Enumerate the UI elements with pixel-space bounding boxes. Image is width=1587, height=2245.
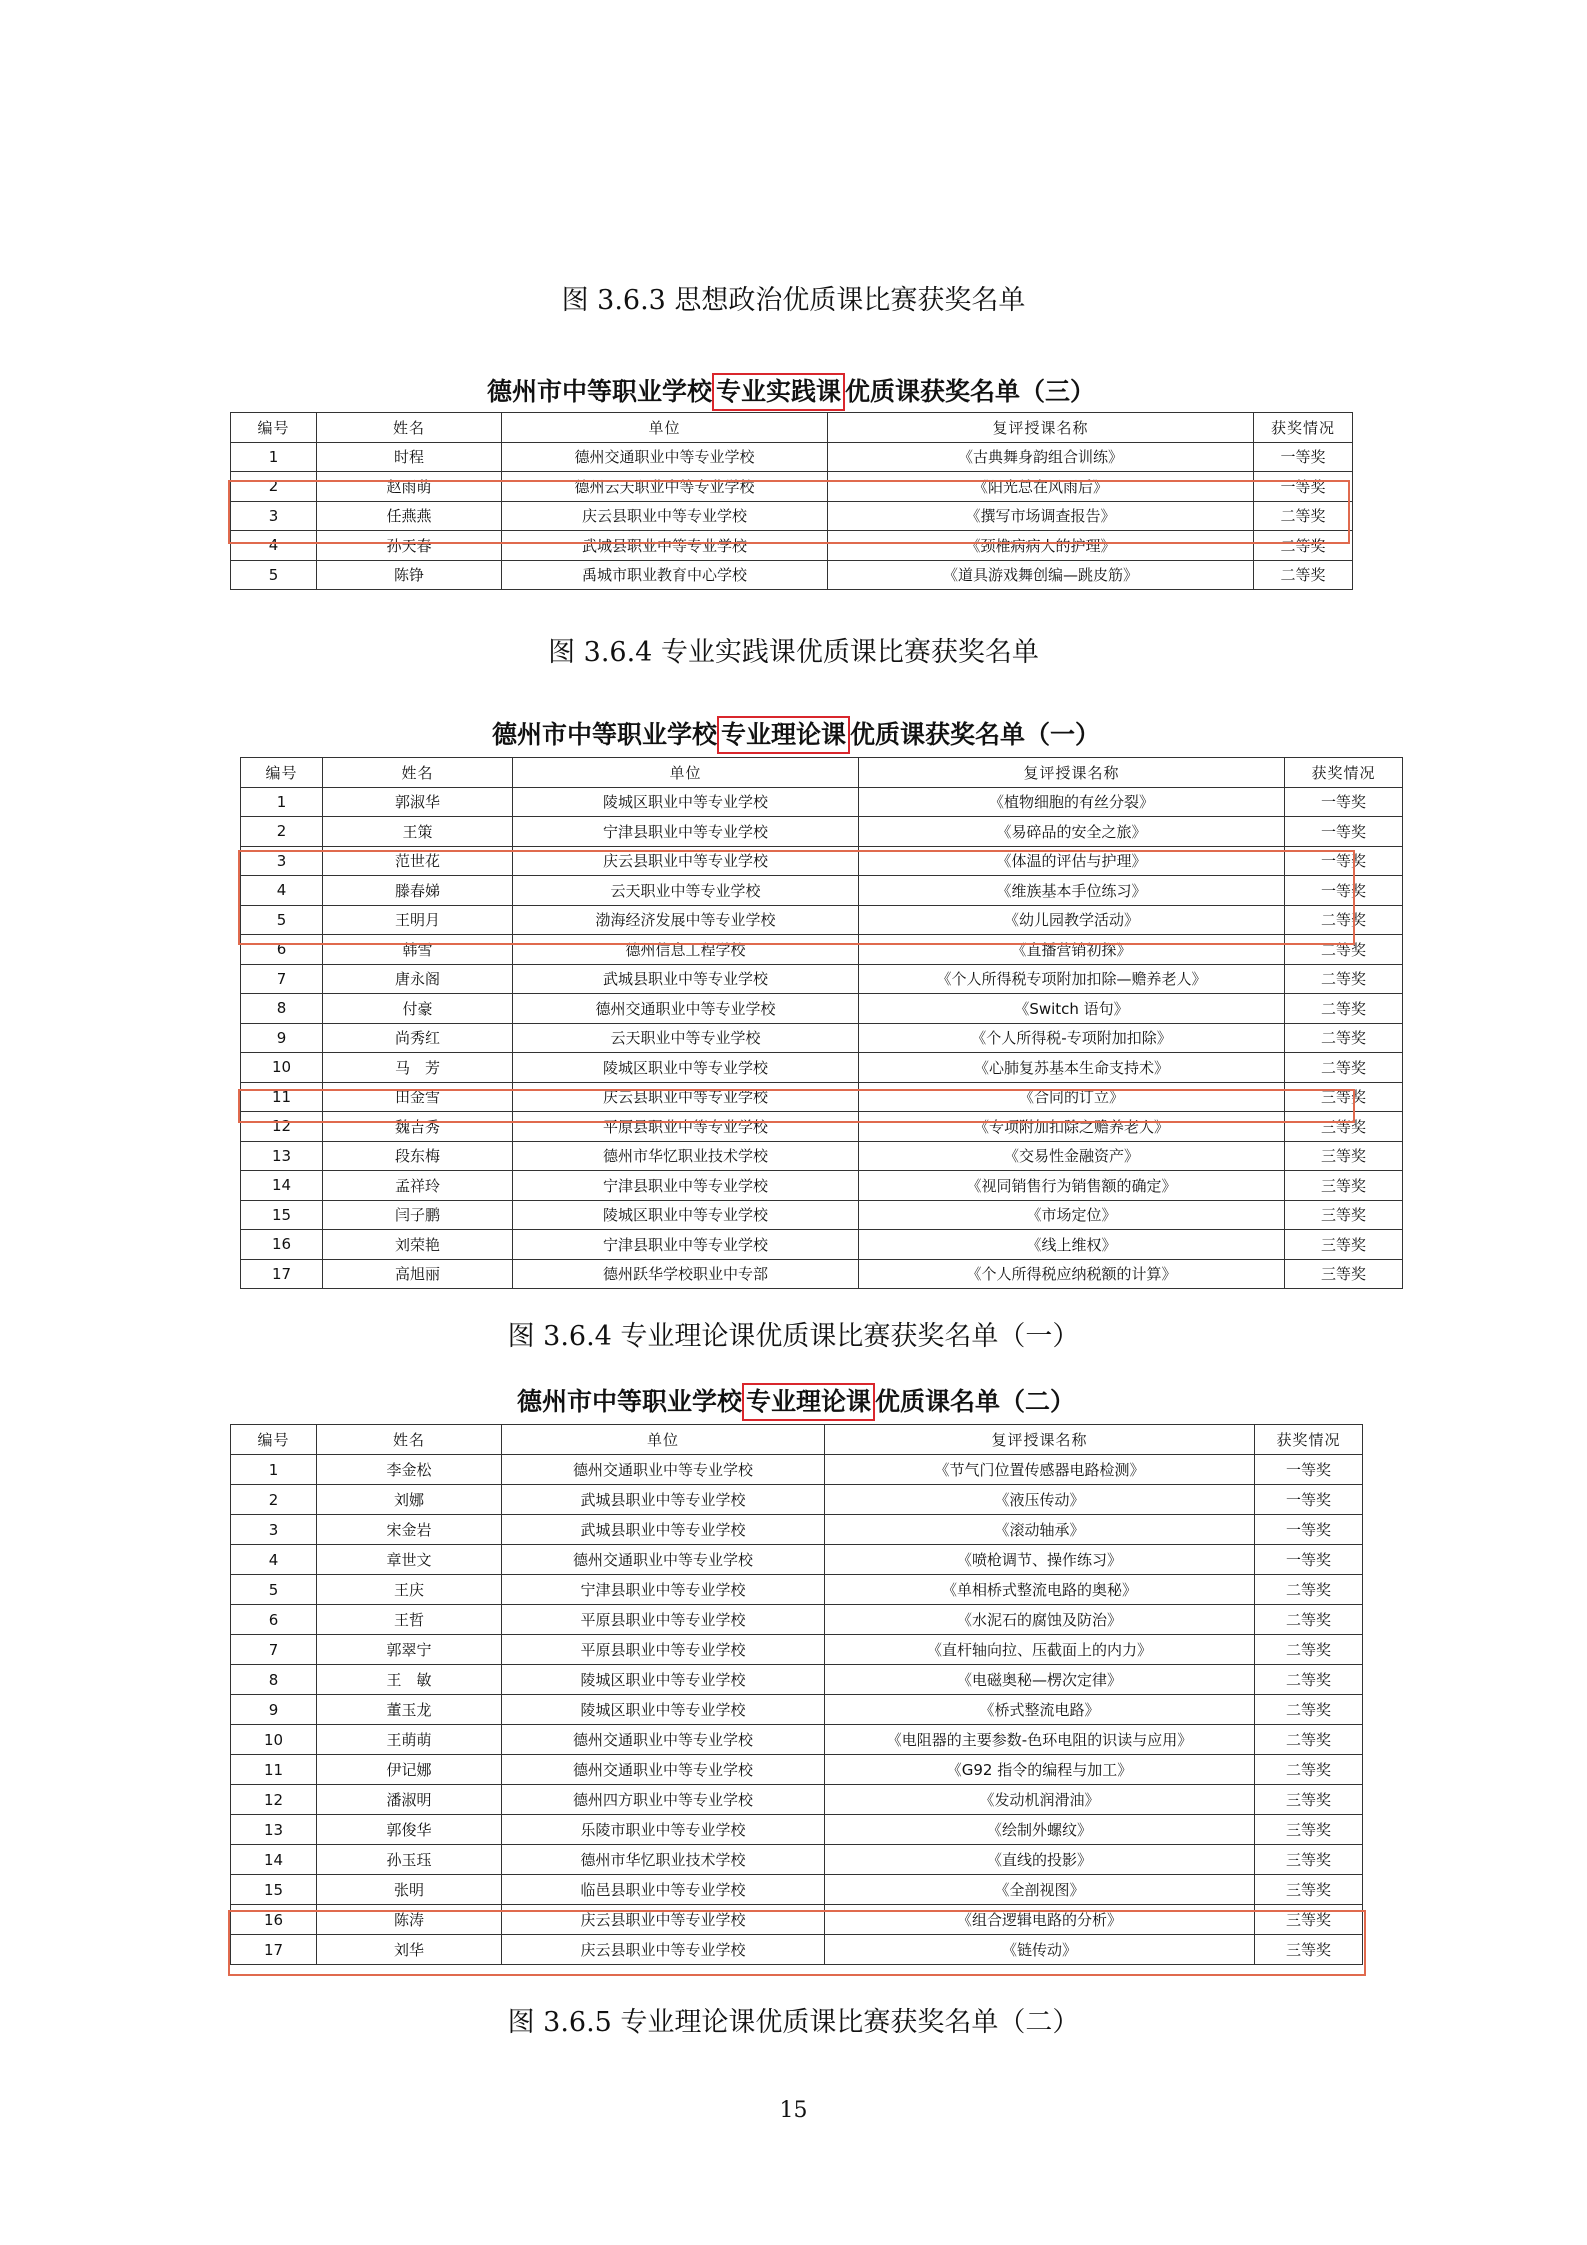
table-title-highlight: 专业理论课 — [717, 716, 850, 754]
school-name: 德州信息工程学校 — [513, 935, 859, 965]
table-title — [230, 1382, 1362, 1424]
row-number: 3 — [231, 501, 317, 531]
school-name: 平原县职业中等专业学校 — [502, 1605, 825, 1635]
row-number: 15 — [231, 1875, 317, 1905]
school-name: 庆云县职业中等专业学校 — [502, 1905, 825, 1935]
table-row — [241, 1053, 1403, 1083]
column-header: 获奖情况 — [1285, 758, 1403, 788]
column-header: 编号 — [231, 413, 317, 443]
award-level: 一等奖 — [1254, 472, 1353, 502]
winner-name: 唐永阁 — [323, 964, 513, 994]
table-title-highlight: 专业理论课 — [742, 1383, 875, 1421]
award-level: 三等奖 — [1285, 1230, 1403, 1260]
table-title-suffix: 优质课名单（二） — [875, 1387, 1076, 1416]
award-level: 二等奖 — [1254, 531, 1353, 561]
lesson-title: 《专项附加扣除之赡养老人》 — [859, 1112, 1285, 1142]
row-number: 1 — [231, 442, 317, 472]
award-level: 三等奖 — [1255, 1815, 1363, 1845]
award-table — [230, 1424, 1363, 1965]
lesson-title: 《电阻器的主要参数-色环电阻的识读与应用》 — [825, 1725, 1255, 1755]
winner-name: 陈涛 — [317, 1905, 502, 1935]
table-row — [231, 472, 1353, 502]
lesson-title: 《节气门位置传感器电路检测》 — [825, 1455, 1255, 1485]
school-name: 平原县职业中等专业学校 — [502, 1635, 825, 1665]
school-name: 平原县职业中等专业学校 — [513, 1112, 859, 1142]
column-header: 编号 — [231, 1425, 317, 1455]
lesson-title: 《视同销售行为销售额的确定》 — [859, 1171, 1285, 1201]
lesson-title: 《电磁奥秘—楞次定律》 — [825, 1665, 1255, 1695]
lesson-title: 《维族基本手位练习》 — [859, 876, 1285, 906]
column-header: 获奖情况 — [1255, 1425, 1363, 1455]
row-number: 1 — [231, 1455, 317, 1485]
lesson-title: 《组合逻辑电路的分析》 — [825, 1905, 1255, 1935]
school-name: 乐陵市职业中等专业学校 — [502, 1815, 825, 1845]
column-header: 单位 — [502, 413, 828, 443]
row-number: 4 — [241, 876, 323, 906]
award-level: 三等奖 — [1255, 1905, 1363, 1935]
award-level: 三等奖 — [1255, 1875, 1363, 1905]
award-level: 三等奖 — [1285, 1259, 1403, 1289]
winner-name: 宋金岩 — [317, 1515, 502, 1545]
table-row — [241, 1082, 1403, 1112]
school-name: 庆云县职业中等专业学校 — [513, 1082, 859, 1112]
row-number: 3 — [231, 1515, 317, 1545]
table-row — [231, 1845, 1363, 1875]
row-number: 13 — [241, 1141, 323, 1171]
table-title — [230, 372, 1352, 412]
table-row — [231, 531, 1353, 561]
school-name: 武城县职业中等专业学校 — [513, 964, 859, 994]
table-row — [241, 994, 1403, 1024]
row-number: 11 — [231, 1755, 317, 1785]
table-row — [241, 1112, 1403, 1142]
award-level: 二等奖 — [1255, 1665, 1363, 1695]
lesson-title: 《发动机润滑油》 — [825, 1785, 1255, 1815]
row-number: 10 — [241, 1053, 323, 1083]
row-number: 8 — [231, 1665, 317, 1695]
school-name: 德州云天职业中等专业学校 — [502, 472, 828, 502]
lesson-title: 《喷枪调节、操作练习》 — [825, 1545, 1255, 1575]
award-level: 二等奖 — [1255, 1755, 1363, 1785]
column-header: 姓名 — [317, 413, 502, 443]
award-level: 二等奖 — [1254, 560, 1353, 590]
school-name: 德州跃华学校职业中专部 — [513, 1259, 859, 1289]
row-number: 11 — [241, 1082, 323, 1112]
table-row — [231, 1545, 1363, 1575]
table-row — [231, 1785, 1363, 1815]
lesson-title: 《线上维权》 — [859, 1230, 1285, 1260]
lesson-title: 《交易性金融资产》 — [859, 1141, 1285, 1171]
row-number: 14 — [241, 1171, 323, 1201]
row-number: 5 — [231, 560, 317, 590]
lesson-title: 《合同的订立》 — [859, 1082, 1285, 1112]
award-level: 三等奖 — [1285, 1171, 1403, 1201]
winner-name: 郭翠宁 — [317, 1635, 502, 1665]
lesson-title: 《个人所得税专项附加扣除—赡养老人》 — [859, 964, 1285, 994]
column-header: 单位 — [513, 758, 859, 788]
lesson-title: 《桥式整流电路》 — [825, 1695, 1255, 1725]
column-header: 复评授课名称 — [825, 1425, 1255, 1455]
table-header-row — [241, 758, 1403, 788]
award-level: 三等奖 — [1285, 1112, 1403, 1142]
table-row — [241, 1259, 1403, 1289]
school-name: 宁津县职业中等专业学校 — [502, 1575, 825, 1605]
school-name: 宁津县职业中等专业学校 — [513, 1171, 859, 1201]
school-name: 德州交通职业中等专业学校 — [513, 994, 859, 1024]
winner-name: 滕春娣 — [323, 876, 513, 906]
table-row — [231, 1605, 1363, 1635]
column-header: 姓名 — [317, 1425, 502, 1455]
winner-name: 韩雪 — [323, 935, 513, 965]
table-row — [231, 1575, 1363, 1605]
school-name: 德州四方职业中等专业学校 — [502, 1785, 825, 1815]
winner-name: 王明月 — [323, 905, 513, 935]
award-level: 三等奖 — [1285, 1200, 1403, 1230]
award-level: 二等奖 — [1255, 1695, 1363, 1725]
table-row — [241, 1200, 1403, 1230]
lesson-title: 《阳光总在风雨后》 — [828, 472, 1254, 502]
award-level: 一等奖 — [1255, 1515, 1363, 1545]
page-number: 15 — [779, 2098, 808, 2123]
winner-name: 董玉龙 — [317, 1695, 502, 1725]
table-row — [241, 964, 1403, 994]
lesson-title: 《古典舞身韵组合训练》 — [828, 442, 1254, 472]
winner-name: 闫子鹏 — [323, 1200, 513, 1230]
column-header: 单位 — [502, 1425, 825, 1455]
school-name: 云天职业中等专业学校 — [513, 876, 859, 906]
award-level: 二等奖 — [1255, 1575, 1363, 1605]
figure-caption-3-6-4-theory: 图 3.6.4 专业理论课优质课比赛获奖名单（一） — [507, 1321, 1080, 1352]
lesson-title: 《心肺复苏基本生命支持术》 — [859, 1053, 1285, 1083]
award-level: 二等奖 — [1285, 1053, 1403, 1083]
award-level: 一等奖 — [1254, 442, 1353, 472]
lesson-title: 《G92 指令的编程与加工》 — [825, 1755, 1255, 1785]
table-row — [241, 935, 1403, 965]
award-level: 一等奖 — [1255, 1485, 1363, 1515]
lesson-title: 《撰写市场调查报告》 — [828, 501, 1254, 531]
figure-caption-3-6-5: 图 3.6.5 专业理论课优质课比赛获奖名单（二） — [507, 2007, 1080, 2038]
winner-name: 郭淑华 — [323, 787, 513, 817]
winner-name: 王庆 — [317, 1575, 502, 1605]
lesson-title: 《Switch 语句》 — [859, 994, 1285, 1024]
lesson-title: 《单相桥式整流电路的奥秘》 — [825, 1575, 1255, 1605]
winner-name: 刘华 — [317, 1935, 502, 1965]
table-header-row — [231, 1425, 1363, 1455]
table-row — [231, 1635, 1363, 1665]
school-name: 德州交通职业中等专业学校 — [502, 442, 828, 472]
award-level: 二等奖 — [1255, 1725, 1363, 1755]
lesson-title: 《直线的投影》 — [825, 1845, 1255, 1875]
winner-name: 段东梅 — [323, 1141, 513, 1171]
school-name: 陵城区职业中等专业学校 — [513, 1053, 859, 1083]
school-name: 临邑县职业中等专业学校 — [502, 1875, 825, 1905]
school-name: 武城县职业中等专业学校 — [502, 531, 828, 561]
school-name: 陵城区职业中等专业学校 — [513, 787, 859, 817]
row-number: 7 — [231, 1635, 317, 1665]
winner-name: 赵雨萌 — [317, 472, 502, 502]
table-row — [231, 1875, 1363, 1905]
row-number: 14 — [231, 1845, 317, 1875]
award-table — [240, 757, 1403, 1289]
row-number: 2 — [231, 1485, 317, 1515]
row-number: 13 — [231, 1815, 317, 1845]
row-number: 16 — [231, 1905, 317, 1935]
table-row — [231, 1665, 1363, 1695]
table-title-prefix: 德州市中等职业学校 — [516, 1387, 742, 1416]
winner-name: 付豪 — [323, 994, 513, 1024]
school-name: 庆云县职业中等专业学校 — [502, 501, 828, 531]
award-level: 三等奖 — [1285, 1141, 1403, 1171]
row-number: 1 — [241, 787, 323, 817]
award-level: 二等奖 — [1285, 935, 1403, 965]
row-number: 12 — [241, 1112, 323, 1142]
lesson-title: 《绘制外螺纹》 — [825, 1815, 1255, 1845]
table-title-prefix: 德州市中等职业学校 — [491, 720, 717, 749]
winner-name: 王哲 — [317, 1605, 502, 1635]
row-number: 17 — [241, 1259, 323, 1289]
lesson-title: 《直杆轴向拉、压截面上的内力》 — [825, 1635, 1255, 1665]
award-level: 一等奖 — [1255, 1455, 1363, 1485]
row-number: 6 — [231, 1605, 317, 1635]
column-header: 编号 — [241, 758, 323, 788]
school-name: 德州交通职业中等专业学校 — [502, 1455, 825, 1485]
table-row — [241, 1023, 1403, 1053]
lesson-title: 《颈椎病病人的护理》 — [828, 531, 1254, 561]
table-title-prefix: 德州市中等职业学校 — [486, 377, 712, 406]
award-level: 三等奖 — [1255, 1935, 1363, 1965]
winner-name: 王萌萌 — [317, 1725, 502, 1755]
winner-name: 刘娜 — [317, 1485, 502, 1515]
school-name: 德州市华忆职业技术学校 — [502, 1845, 825, 1875]
winner-name: 孟祥玲 — [323, 1171, 513, 1201]
row-number: 4 — [231, 1545, 317, 1575]
table-row — [241, 876, 1403, 906]
row-number: 2 — [231, 472, 317, 502]
winner-name: 王策 — [323, 817, 513, 847]
winner-name: 郭俊华 — [317, 1815, 502, 1845]
winner-name: 伊记娜 — [317, 1755, 502, 1785]
lesson-title: 《体温的评估与护理》 — [859, 846, 1285, 876]
award-level: 二等奖 — [1285, 994, 1403, 1024]
award-level: 三等奖 — [1255, 1845, 1363, 1875]
winner-name: 范世花 — [323, 846, 513, 876]
winner-name: 孙玉珏 — [317, 1845, 502, 1875]
row-number: 9 — [241, 1023, 323, 1053]
column-header: 获奖情况 — [1254, 413, 1353, 443]
table-row — [231, 1935, 1363, 1965]
table-row — [241, 1230, 1403, 1260]
award-table — [230, 412, 1353, 590]
lesson-title: 《个人所得税-专项附加扣除》 — [859, 1023, 1285, 1053]
school-name: 渤海经济发展中等专业学校 — [513, 905, 859, 935]
column-header: 复评授课名称 — [828, 413, 1254, 443]
table-title — [240, 715, 1352, 757]
winner-name: 田金雪 — [323, 1082, 513, 1112]
table-row — [231, 1515, 1363, 1545]
school-name: 宁津县职业中等专业学校 — [513, 1230, 859, 1260]
award-level: 一等奖 — [1255, 1545, 1363, 1575]
table-row — [241, 905, 1403, 935]
school-name: 武城县职业中等专业学校 — [502, 1485, 825, 1515]
row-number: 16 — [241, 1230, 323, 1260]
school-name: 陵城区职业中等专业学校 — [502, 1695, 825, 1725]
table-title-highlight: 专业实践课 — [712, 373, 845, 411]
award-level: 一等奖 — [1285, 876, 1403, 906]
award-level: 二等奖 — [1254, 501, 1353, 531]
lesson-title: 《滚动轴承》 — [825, 1515, 1255, 1545]
table-row — [241, 787, 1403, 817]
table-row — [231, 1695, 1363, 1725]
winner-name: 孙天春 — [317, 531, 502, 561]
row-number: 9 — [231, 1695, 317, 1725]
lesson-title: 《易碎品的安全之旅》 — [859, 817, 1285, 847]
column-header: 姓名 — [323, 758, 513, 788]
table-row — [231, 1485, 1363, 1515]
lesson-title: 《植物细胞的有丝分裂》 — [859, 787, 1285, 817]
table-row — [241, 1141, 1403, 1171]
row-number: 7 — [241, 964, 323, 994]
table-row — [231, 442, 1353, 472]
row-number: 15 — [241, 1200, 323, 1230]
winner-name: 章世文 — [317, 1545, 502, 1575]
row-number: 6 — [241, 935, 323, 965]
table-row — [231, 1455, 1363, 1485]
table-row — [231, 560, 1353, 590]
award-level: 二等奖 — [1255, 1605, 1363, 1635]
award-level: 一等奖 — [1285, 787, 1403, 817]
row-number: 2 — [241, 817, 323, 847]
winner-name: 高旭丽 — [323, 1259, 513, 1289]
school-name: 宁津县职业中等专业学校 — [513, 817, 859, 847]
school-name: 武城县职业中等专业学校 — [502, 1515, 825, 1545]
lesson-title: 《全剖视图》 — [825, 1875, 1255, 1905]
winner-name: 李金松 — [317, 1455, 502, 1485]
award-level: 二等奖 — [1285, 905, 1403, 935]
table-row — [231, 1755, 1363, 1785]
row-number: 12 — [231, 1785, 317, 1815]
award-level: 一等奖 — [1285, 817, 1403, 847]
winner-name: 陈铮 — [317, 560, 502, 590]
table-header-row — [231, 413, 1353, 443]
figure-caption-3-6-4-practice: 图 3.6.4 专业实践课优质课比赛获奖名单 — [548, 637, 1039, 668]
winner-name: 任燕燕 — [317, 501, 502, 531]
table-title-suffix: 优质课获奖名单（三） — [845, 377, 1096, 406]
school-name: 庆云县职业中等专业学校 — [502, 1935, 825, 1965]
winner-name: 刘荣艳 — [323, 1230, 513, 1260]
winner-name: 尚秀红 — [323, 1023, 513, 1053]
table-row — [231, 501, 1353, 531]
award-level: 三等奖 — [1285, 1082, 1403, 1112]
award-level: 二等奖 — [1285, 964, 1403, 994]
table-row — [231, 1815, 1363, 1845]
school-name: 云天职业中等专业学校 — [513, 1023, 859, 1053]
table-title-suffix: 优质课获奖名单（一） — [850, 720, 1101, 749]
table-row — [241, 1171, 1403, 1201]
school-name: 禹城市职业教育中心学校 — [502, 560, 828, 590]
award-level: 一等奖 — [1285, 846, 1403, 876]
winner-name: 马 芳 — [323, 1053, 513, 1083]
row-number: 5 — [231, 1575, 317, 1605]
lesson-title: 《幼儿园教学活动》 — [859, 905, 1285, 935]
winner-name: 王 敏 — [317, 1665, 502, 1695]
row-number: 5 — [241, 905, 323, 935]
table-row — [241, 846, 1403, 876]
lesson-title: 《直播营销初探》 — [859, 935, 1285, 965]
winner-name: 张明 — [317, 1875, 502, 1905]
row-number: 10 — [231, 1725, 317, 1755]
winner-name: 魏吉秀 — [323, 1112, 513, 1142]
row-number: 8 — [241, 994, 323, 1024]
school-name: 德州交通职业中等专业学校 — [502, 1545, 825, 1575]
school-name: 德州市华忆职业技术学校 — [513, 1141, 859, 1171]
lesson-title: 《个人所得税应纳税额的计算》 — [859, 1259, 1285, 1289]
award-level: 三等奖 — [1255, 1785, 1363, 1815]
school-name: 陵城区职业中等专业学校 — [513, 1200, 859, 1230]
winner-name: 时程 — [317, 442, 502, 472]
lesson-title: 《道具游戏舞创编—跳皮筋》 — [828, 560, 1254, 590]
school-name: 德州交通职业中等专业学校 — [502, 1755, 825, 1785]
column-header: 复评授课名称 — [859, 758, 1285, 788]
school-name: 陵城区职业中等专业学校 — [502, 1665, 825, 1695]
lesson-title: 《链传动》 — [825, 1935, 1255, 1965]
row-number: 4 — [231, 531, 317, 561]
row-number: 3 — [241, 846, 323, 876]
table-row — [241, 817, 1403, 847]
school-name: 德州交通职业中等专业学校 — [502, 1725, 825, 1755]
school-name: 庆云县职业中等专业学校 — [513, 846, 859, 876]
award-level: 二等奖 — [1285, 1023, 1403, 1053]
winner-name: 潘淑明 — [317, 1785, 502, 1815]
row-number: 17 — [231, 1935, 317, 1965]
award-level: 二等奖 — [1255, 1635, 1363, 1665]
table-row — [231, 1725, 1363, 1755]
table-row — [231, 1905, 1363, 1935]
figure-caption-3-6-3: 图 3.6.3 思想政治优质课比赛获奖名单 — [561, 285, 1026, 316]
lesson-title: 《水泥石的腐蚀及防治》 — [825, 1605, 1255, 1635]
lesson-title: 《液压传动》 — [825, 1485, 1255, 1515]
lesson-title: 《市场定位》 — [859, 1200, 1285, 1230]
